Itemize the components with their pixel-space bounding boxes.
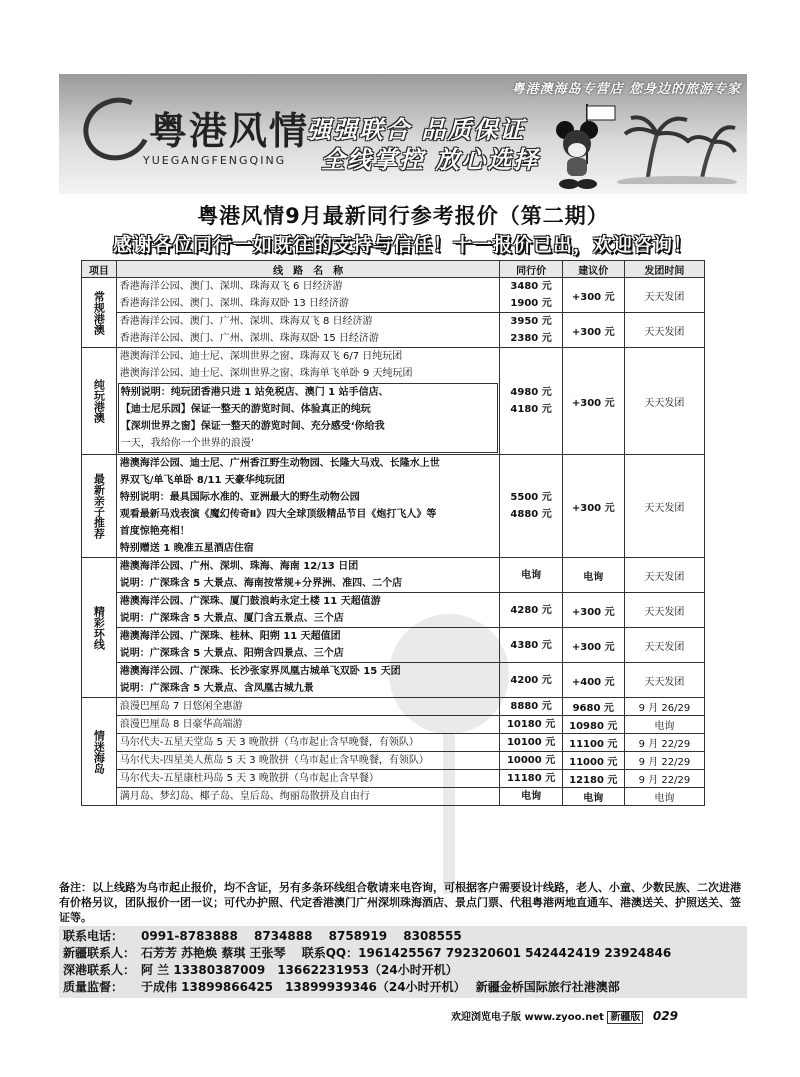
trade-price-cell — [500, 698, 562, 716]
trade-price-cell — [500, 788, 562, 806]
table-row — [82, 628, 705, 663]
route-line: 港澳海洋公园、广深珠、厦门鼓浪屿永定土楼 11 天超值游 — [119, 596, 381, 607]
route-cell — [116, 663, 500, 698]
suggested-price-cell: 10980 元 — [562, 716, 624, 734]
route-cell — [116, 455, 500, 558]
trade-price-cell — [500, 455, 562, 558]
route-cell — [116, 313, 500, 348]
departure-cell: 9 月 22/29 — [624, 770, 704, 788]
special-note — [118, 383, 499, 453]
route-line: 港澳海洋公园、迪士尼、广州香江野生动物园、长隆大马戏、长隆水上世 — [119, 458, 440, 469]
suggested-price-cell: 11100 元 — [562, 734, 624, 752]
tagline-2: 全线掌控 放心选择 — [321, 146, 540, 174]
page — [59, 74, 747, 1024]
category-cell: 情迷海岛 — [82, 698, 117, 806]
trade-price-cell — [500, 593, 562, 628]
category-cell: 常规港澳 — [82, 278, 117, 348]
route-line: 香港海洋公园、澳门、深圳、珠海双飞 6 日经济游 — [119, 281, 343, 292]
route-line: 港澳海洋公园、广深珠、长沙张家界凤凰古城单飞双卧 15 天团 — [119, 666, 401, 677]
contact-xinjiang: 新疆联系人： 石芳芳 苏艳焕 蔡琪 王张琴 联系QQ：1961425567 792320601 542442419 23924846 — [63, 946, 672, 960]
trade-price: 电询 — [521, 791, 542, 802]
route-line: 特别赠送 1 晚准五星酒店住宿 — [119, 543, 254, 554]
trade-price-cell — [500, 716, 562, 734]
table-header-row — [82, 261, 705, 278]
table-row — [82, 770, 705, 788]
suggested-price-cell: +300 元 — [562, 313, 624, 348]
footer-text: 欢迎浏览电子版 — [451, 1012, 521, 1023]
contact-shenzhen-hk: 深港联系人： 阿 兰 13380387009 13662231953（24小时开机） — [63, 963, 458, 977]
trade-price: 4380 元 — [510, 639, 552, 651]
trade-price: 4980 元 — [510, 387, 552, 398]
trade-price: 11180 元 — [506, 773, 556, 784]
contact-quality: 质量监督： 于成伟 13899866425 13899939346（24小时开机） 新疆金桥国际旅行社港澳部 — [63, 980, 620, 994]
footer-edition: 新疆版 — [607, 1011, 643, 1024]
banner — [59, 74, 747, 194]
suggested-price-cell: 电询 — [562, 788, 624, 806]
trade-price: 10000 元 — [506, 755, 556, 766]
route-line: 马尔代夫-五星天堂岛 5 天 3 晚散拼（乌市起止含早晚餐，有领队） — [119, 737, 419, 748]
route-cell — [116, 628, 500, 663]
route-cell — [116, 716, 500, 734]
header-route: 线 路 名 称 — [116, 261, 500, 278]
departure-cell: 天天发团 — [624, 558, 704, 593]
page-subtitle: 感谢各位同行一如既往的支持与信任！十一报价已出，欢迎咨询！ — [112, 234, 693, 256]
trade-price-cell — [500, 734, 562, 752]
trade-price-cell — [500, 558, 562, 593]
table-row — [82, 313, 705, 348]
suggested-price-cell: +300 元 — [562, 628, 624, 663]
special-note-line: 特别说明：纯玩团香港只进 1 站免税店、澳门 1 站手信店、 — [120, 387, 389, 398]
trade-price: 4880 元 — [510, 509, 552, 520]
table-row — [82, 348, 705, 455]
departure-cell: 天天发团 — [624, 455, 704, 558]
suggested-price-cell: 12180 元 — [562, 770, 624, 788]
table-row — [82, 558, 705, 593]
contact-block — [59, 926, 747, 998]
brand-name-en: YUEGANGFENGQING — [143, 154, 287, 167]
departure-cell: 9 月 26/29 — [624, 698, 704, 716]
departure-cell: 电询 — [624, 716, 704, 734]
trade-price-cell — [500, 348, 562, 455]
departure-cell: 天天发团 — [624, 593, 704, 628]
header-project: 项目 — [82, 261, 117, 278]
header-departure: 发团时间 — [624, 261, 704, 278]
header-suggested-price: 建议价 — [562, 261, 624, 278]
header-trade-price: 同行价 — [500, 261, 562, 278]
trade-price: 5500 元 — [510, 492, 552, 503]
mascot-mouse-icon — [547, 104, 617, 192]
route-cell — [116, 734, 500, 752]
category-cell: 纯玩港澳 — [82, 348, 117, 455]
suggested-price-cell: +400 元 — [562, 663, 624, 698]
special-note-line: 一天，我给你一个世界的浪漫’ — [120, 438, 254, 449]
suggested-price-cell: 电询 — [562, 558, 624, 593]
table-row — [82, 278, 705, 313]
footer — [451, 1008, 678, 1023]
trade-price: 3480 元 — [510, 281, 552, 292]
route-line: 港澳海洋公园、广深珠、桂林、阳朔 11 天超值团 — [119, 631, 341, 642]
route-line: 马尔代夫-四星美人蕉岛 5 天 3 晚散拼（乌市起止含早晚餐，有领队） — [119, 755, 429, 766]
trade-price: 8880 元 — [510, 701, 552, 712]
trade-price: 1900 元 — [510, 298, 552, 309]
table-row — [82, 716, 705, 734]
category-cell: 最新亲子推荐 — [82, 455, 117, 558]
trade-price-cell — [500, 278, 562, 313]
tagline-1: 强强联合 品质保证 — [307, 116, 526, 144]
route-line: 说明：广深珠含 5 大景点、阳朔含四景点、三个店 — [119, 648, 344, 659]
route-cell — [116, 698, 500, 716]
route-line: 香港海洋公园、澳门、广州、深圳、珠海双卧 15 日经济游 — [119, 333, 379, 344]
departure-cell: 9 月 22/29 — [624, 752, 704, 770]
suggested-price-cell: +300 元 — [562, 593, 624, 628]
route-line: 马尔代夫-五星康杜玛岛 5 天 3 晚散拼（乌市起止含早餐） — [119, 773, 379, 784]
page-title: 粤港风情9月最新同行参考报价（第二期） — [197, 204, 609, 228]
suggested-price-cell: +300 元 — [562, 348, 624, 455]
table-row — [82, 593, 705, 628]
route-line: 浪漫巴厘岛 7 日悠闲全惠游 — [119, 701, 243, 712]
suggested-price-cell: 11000 元 — [562, 752, 624, 770]
route-line: 说明：广深珠含 5 大景点、海南按常规+分界洲、准四、二个店 — [119, 578, 403, 589]
remarks: 备注：以上线路为乌市起止报价，均不含证，另有多条环线组合敬请来电咨询，可根据客户需要设计线路，老人、小童、少数民族、二次进港有价格另议，团队报价一团一议；可代办护照、代定香港澳门广州深圳珠海酒店、景点门票、代租粤港两地直通车、港澳送关、护照送关、签证等。 — [59, 881, 741, 924]
brand-logo — [83, 92, 313, 172]
page-number: 029 — [652, 1009, 678, 1023]
special-note-line: 【深圳世界之窗】保证一整天的游览时间、充分感受‘你给我 — [120, 421, 385, 432]
trade-price: 4280 元 — [510, 604, 552, 616]
route-line: 香港海洋公园、澳门、广州、深圳、珠海双飞 8 日经济游 — [119, 316, 373, 327]
route-line: 香港海洋公园、澳门、深圳、珠海双卧 13 日经济游 — [119, 298, 349, 309]
trade-price: 3950 元 — [510, 316, 552, 327]
banner-slogan: 粤港澳海岛专营店 您身边的旅游专家 — [511, 82, 741, 97]
route-line: 说明：广深珠含 5 大景点、厦门含五景点、三个店 — [119, 613, 344, 624]
suggested-price-cell: +300 元 — [562, 455, 624, 558]
route-cell — [116, 752, 500, 770]
route-cell — [116, 593, 500, 628]
trade-price: 4180 元 — [510, 404, 552, 415]
table-row — [82, 455, 705, 558]
route-line: 港澳海洋公园、迪士尼、深圳世界之窗、珠海双飞 6/7 日纯玩团 — [119, 351, 403, 362]
departure-cell: 电询 — [624, 788, 704, 806]
trade-price-cell — [500, 770, 562, 788]
suggested-price-cell: +300 元 — [562, 278, 624, 313]
price-table — [81, 260, 705, 806]
trade-price: 10100 元 — [506, 737, 556, 748]
departure-cell: 天天发团 — [624, 348, 704, 455]
trade-price: 电询 — [521, 569, 542, 581]
table-row — [82, 734, 705, 752]
departure-cell: 天天发团 — [624, 663, 704, 698]
route-line: 港澳海洋公园、迪士尼、深圳世界之窗、珠海单飞单卧 9 天纯玩团 — [119, 368, 413, 379]
route-cell — [116, 278, 500, 313]
contact-phone: 联系电话： 0991-8783888 8734888 8758919 8308555 — [63, 929, 462, 943]
route-line: 浪漫巴厘岛 8 日豪华高端游 — [119, 719, 243, 730]
departure-cell: 天天发团 — [624, 313, 704, 348]
route-line: 港澳海洋公园、广州、深圳、珠海、海南 12/13 日团 — [119, 561, 359, 572]
trade-price: 4200 元 — [510, 674, 552, 686]
route-line: 满月岛、梦幻岛、椰子岛、皇后岛、绚丽岛散拼及自由行 — [119, 791, 370, 802]
trade-price: 10180 元 — [506, 719, 556, 730]
departure-cell: 天天发团 — [624, 278, 704, 313]
route-cell — [116, 770, 500, 788]
suggested-price-cell: 9680 元 — [562, 698, 624, 716]
route-line: 说明：广深珠含 5 大景点、含凤凰古城九景 — [119, 683, 314, 694]
trade-price-cell — [500, 752, 562, 770]
route-line: 界双飞/单飞单卧 8/11 天豪华纯玩团 — [119, 475, 285, 486]
trade-price-cell — [500, 628, 562, 663]
category-cell: 精彩环线 — [82, 558, 117, 698]
departure-cell: 9 月 22/29 — [624, 734, 704, 752]
trade-price-cell — [500, 663, 562, 698]
route-line: 观看最新马戏表演《魔幻传奇Ⅱ》四大全球顶级精品节目《炮打飞人》等 — [119, 509, 437, 520]
route-cell — [116, 788, 500, 806]
route-cell — [116, 348, 500, 455]
route-line: 首度惊艳亮相！ — [119, 526, 190, 537]
route-cell — [116, 558, 500, 593]
table-row — [82, 752, 705, 770]
trade-price-cell — [500, 313, 562, 348]
special-note-line: 【迪士尼乐园】保证一整天的游览时间、体验真正的纯玩 — [120, 404, 371, 415]
trade-price: 2380 元 — [510, 333, 552, 344]
table-row — [82, 663, 705, 698]
palm-trees-icon — [617, 104, 737, 184]
departure-cell: 天天发团 — [624, 628, 704, 663]
table-row — [82, 788, 705, 806]
table-row — [82, 698, 705, 716]
footer-site-link[interactable]: www.zyoo.net — [524, 1012, 604, 1023]
route-line: 特别说明：最具国际水准的、亚洲最大的野生动物公园 — [119, 492, 360, 503]
brand-name-cn: 粤港风情 — [149, 108, 310, 153]
